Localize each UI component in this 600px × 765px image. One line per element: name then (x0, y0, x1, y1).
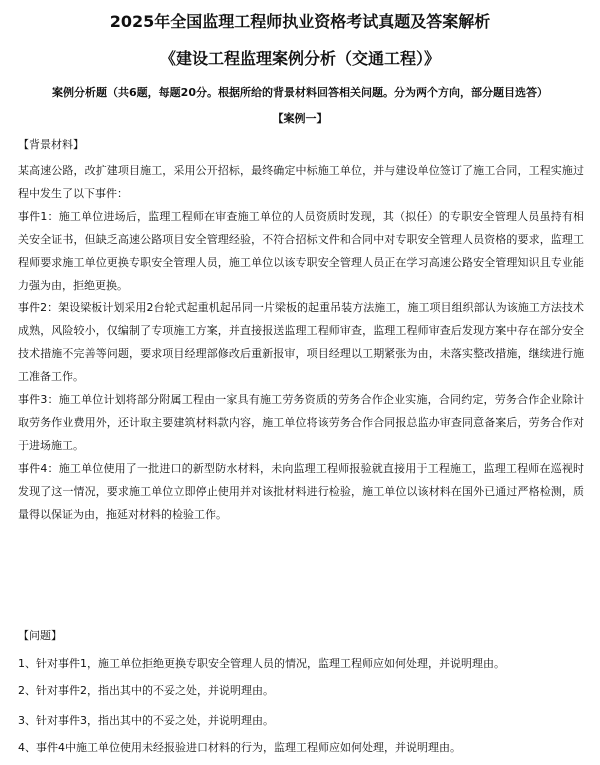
question-4: 4、事件4中施工单位使用未经报验进口材料的行为，监理工程师应如何处理，并说明理由。 (18, 741, 461, 754)
background-intro: 某高速公路，改扩建项目施工，采用公开招标，最终确定中标施工单位，并与建设单位签订了施工合同，工程实施过程中发生了以下事件： (18, 164, 584, 200)
document-title: 2025年全国监理工程师执业资格考试真题及答案解析 (109, 12, 491, 31)
event-2-paragraph: 事件2：架设梁板计划采用2台轮式起重机起吊同一片梁板的起重吊装方法施工，施工项目组织部认为该施工方法技术成熟，风险较小，仅编制了专项施工方案，并直接报送监理工程师审查，监理工程师审查后发现方案中存在部分安全技术措施不完善等问题，要求项目经理部修改后重新报审，项目经理以工期紧张为由，未落实整改措施，继续进行施工准备工作。 (18, 301, 584, 384)
question-3: 3、针对事件3，指出其中的不妥之处，并说明理由。 (18, 714, 274, 727)
questions-heading: 【问题】 (18, 629, 62, 642)
document-subject-title: 《建设工程监理案例分析（交通工程）》 (159, 49, 440, 68)
case-heading: 【案例一】 (272, 112, 328, 125)
section-instructions: 案例分析题（共6题，每题20分。根据所给的背景材料回答相关问题。分为两个方向，部分题目选答） (52, 86, 548, 99)
background-heading: 【背景材料】 (18, 138, 84, 151)
question-1: 1、针对事件1，施工单位拒绝更换专职安全管理人员的情况，监理工程师应如何处理，并说明理由。 (18, 657, 505, 670)
event-1-paragraph: 事件1：施工单位进场后，监理工程师在审查施工单位的人员资质时发现，其（拟任）的专职安全管理人员虽持有相关安全证书，但缺乏高速公路项目安全管理经验，不符合招标文件和合同中对专职安全管理人员资格的要求，监理工程师要求施工单位更换专职安全管理人员，施工单位以该专职安全管理人员正在学习高速公路安全管理知识且专业能力强为由，拒绝更换。 (18, 209, 584, 292)
question-2: 2、针对事件2，指出其中的不妥之处，并说明理由。 (18, 684, 274, 697)
event-3-paragraph: 事件3：施工单位计划将部分附属工程由一家具有施工劳务资质的劳务合作企业实施，合同约定，劳务合作企业除计取劳务作业费用外，还计取主要建筑材料款内容，施工单位将该劳务合作合同报总监办审查同意备案后，劳务合作对于进场施工。 (18, 393, 584, 452)
event-4-paragraph: 事件4：施工单位使用了一批进口的新型防水材料，未向监理工程师报验就直接用于工程施工，监理工程师在巡视时发现了这一情况，要求施工单位立即停止使用并对该批材料进行检验，施工单位以该材料在国外已通过严格检测，质量得以保证为由，拖延对材料的检验工作。 (18, 461, 584, 521)
background-body (18, 160, 584, 527)
